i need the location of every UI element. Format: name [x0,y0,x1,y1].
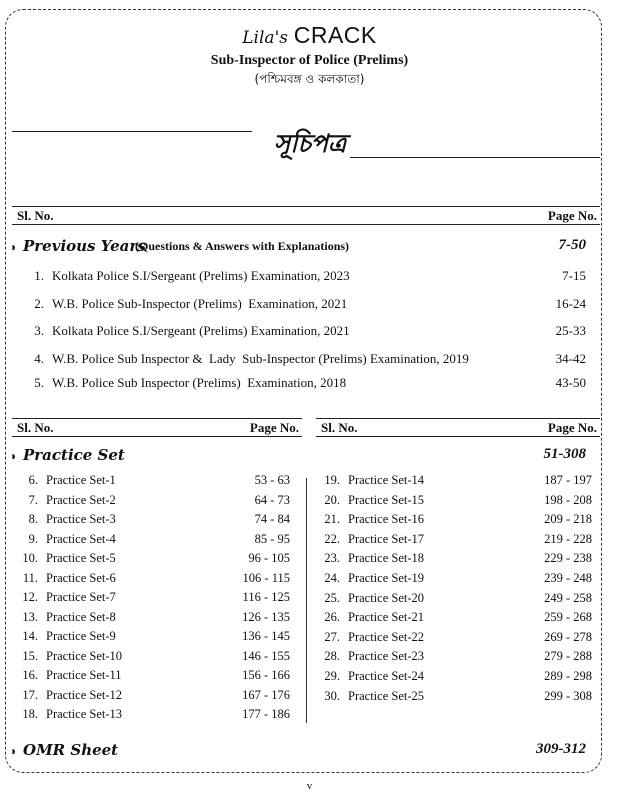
item-title: Practice Set-5 [46,551,116,565]
item-title: Kolkata Police S.I/Sergeant (Prelims) Examination, 2023 [52,268,350,283]
item-pages: 239 - 248 [544,571,592,585]
brand-prefix: Lila's [242,28,288,48]
item-number: 23. [324,551,340,566]
item-title: W.B. Police Sub Inspector (Prelims) Examination, 2018 [52,375,347,390]
item-pages: 146 - 155 [242,648,290,663]
table-row [318,473,592,491]
item-title: Practice Set-17 [348,531,425,546]
table-row [318,532,592,550]
table-row [318,649,592,667]
item-pages: 25-33 [555,323,586,338]
item-number: 14. [22,629,38,643]
item-pages: 126 - 135 [242,609,290,624]
item-title: Practice Set-18 [348,551,425,566]
item-pages: 299 - 308 [544,688,592,703]
item-number: 18. [22,707,38,721]
item-pages: 249 - 258 [544,590,592,605]
item-pages: 156 - 166 [242,668,290,682]
section-previous-years [10,237,600,257]
item-title: W.B. Police Sub-Inspector (Prelims) Examination, 2021 [52,296,348,311]
table-row [318,689,592,707]
table-row [318,571,592,589]
table-row [16,610,290,628]
section-pages: 51-308 [543,446,586,462]
item-pages: 289 - 298 [544,669,592,683]
item-title: Practice Set-9 [46,629,116,643]
table-row [16,512,290,530]
col-sl-no: Sl. No. [321,420,358,435]
item-pages: 85 - 95 [254,531,290,546]
table-row [16,629,290,647]
item-pages: 219 - 228 [544,531,592,546]
table-header-left [12,418,302,437]
section-title: Practice Set [23,446,125,464]
item-pages: 279 - 288 [544,649,592,664]
table-row [318,551,592,569]
table-row [16,551,290,569]
item-title: Practice Set-16 [348,512,425,527]
section-omr-sheet [10,741,600,761]
item-title: Practice Set-1 [46,473,116,487]
table-row [16,668,290,686]
item-number: 30. [324,688,340,703]
index-title: সূচিপত্র [273,129,347,158]
col-sl-no: Sl. No. [17,420,54,435]
half-circle-bullet-icon: ◗ [10,744,18,758]
item-number: 16. [22,668,38,682]
item-number: 22. [324,531,340,546]
item-title: Practice Set-2 [46,492,116,507]
item-pages: 7-15 [562,268,586,283]
item-pages: 116 - 125 [242,590,290,604]
col-page-no: Page No. [547,208,597,223]
item-number: 3. [34,323,44,338]
item-title: Practice Set-22 [348,629,425,644]
item-title: Kolkata Police S.I/Sergeant (Prelims) Examination, 2021 [52,323,350,338]
half-circle-bullet-icon: ◗ [10,240,18,254]
item-title: Practice Set-8 [46,609,116,624]
table-header-right [316,418,600,437]
table-row [16,649,290,667]
item-number: 2. [34,296,44,311]
table-header [12,206,600,225]
item-number: 28. [324,649,340,664]
item-title: Practice Set-19 [348,571,425,585]
item-number: 4. [34,351,44,366]
col-page-no: Page No. [547,420,597,435]
item-number: 15. [22,648,38,663]
item-title: Practice Set-4 [46,531,116,546]
list-item [30,296,586,314]
item-number: 1. [34,268,44,283]
item-pages: 167 - 176 [242,687,290,702]
item-title: Practice Set-20 [348,590,425,605]
table-row [318,493,592,511]
item-pages: 16-24 [555,296,586,311]
half-circle-bullet-icon: ◗ [10,449,18,463]
item-title: Practice Set-14 [348,473,425,487]
brand-name: CRACK [293,22,377,48]
decorative-rule [350,157,600,158]
item-number: 9. [28,531,38,546]
list-item [30,351,586,369]
item-number: 11. [22,570,38,585]
item-number: 19. [324,473,340,487]
table-row [16,707,290,725]
item-number: 13. [22,609,38,624]
item-number: 17. [22,687,38,702]
item-pages: 209 - 218 [544,512,592,527]
item-title: Practice Set-13 [46,707,123,721]
col-sl-no: Sl. No. [17,208,54,223]
table-row [16,473,290,491]
item-title: Practice Set-25 [348,688,425,703]
item-title: Practice Set-21 [348,610,425,625]
item-pages: 269 - 278 [544,629,592,644]
col-page-no: Page No. [249,420,299,435]
table-row [16,571,290,589]
item-title: Practice Set-7 [46,590,116,604]
item-pages: 259 - 268 [544,610,592,625]
item-pages: 106 - 115 [242,570,290,585]
item-title: Practice Set-10 [46,648,123,663]
brand-title [0,22,619,49]
section-note: (Questions & Answers with Explanations) [135,239,350,253]
section-pages: 309-312 [536,741,586,757]
column-divider [306,478,307,723]
item-number: 26. [324,610,340,625]
item-number: 6. [28,473,38,487]
item-title: Practice Set-12 [46,687,123,702]
item-pages: 43-50 [555,375,586,390]
item-title: Practice Set-23 [348,649,425,664]
section-pages: 7-50 [558,237,586,253]
table-row [16,493,290,511]
item-pages: 64 - 73 [254,492,290,507]
list-item [30,268,586,286]
item-number: 20. [324,492,340,507]
table-row [16,590,290,608]
item-number: 7. [28,492,38,507]
book-subtitle: Sub-Inspector of Police (Prelims) [210,53,409,68]
item-number: 21. [324,512,340,527]
table-row [318,512,592,530]
item-title: Practice Set-3 [46,512,116,526]
list-item [30,375,586,393]
item-number: 8. [28,512,38,526]
item-pages: 53 - 63 [254,473,290,487]
page-number: v [306,780,313,792]
item-number: 24. [324,571,340,585]
item-pages: 198 - 208 [544,492,592,507]
section-title: Previous Years [23,237,146,255]
item-pages: 96 - 105 [248,551,290,565]
item-number: 12. [22,590,38,604]
table-row [318,669,592,687]
item-pages: 177 - 186 [242,707,290,721]
table-row [318,630,592,648]
table-row [16,688,290,706]
decorative-rule [12,131,252,132]
section-title: OMR Sheet [23,741,119,759]
table-row [318,610,592,628]
item-number: 29. [324,669,340,683]
item-pages: 34-42 [555,351,586,366]
item-title: W.B. Police Sub Inspector & Lady Sub-Inspector (Prelims) Examination, 2019 [52,351,469,366]
item-title: Practice Set-24 [348,669,425,683]
item-pages: 74 - 84 [254,512,290,526]
item-pages: 136 - 145 [242,629,290,643]
list-item [30,323,586,341]
item-number: 5. [34,375,44,390]
item-title: Practice Set-11 [46,668,122,682]
item-number: 27. [324,629,340,644]
item-pages: 229 - 238 [544,551,592,566]
item-pages: 187 - 197 [544,473,592,487]
section-practice-set [10,446,600,466]
item-number: 10. [22,551,38,565]
book-region: (পশ্চিমবঙ্গ ও কলকাতা) [254,72,365,86]
item-number: 25. [324,590,340,605]
table-row [16,532,290,550]
table-row [318,591,592,609]
item-title: Practice Set-6 [46,570,116,585]
item-title: Practice Set-15 [348,492,425,507]
